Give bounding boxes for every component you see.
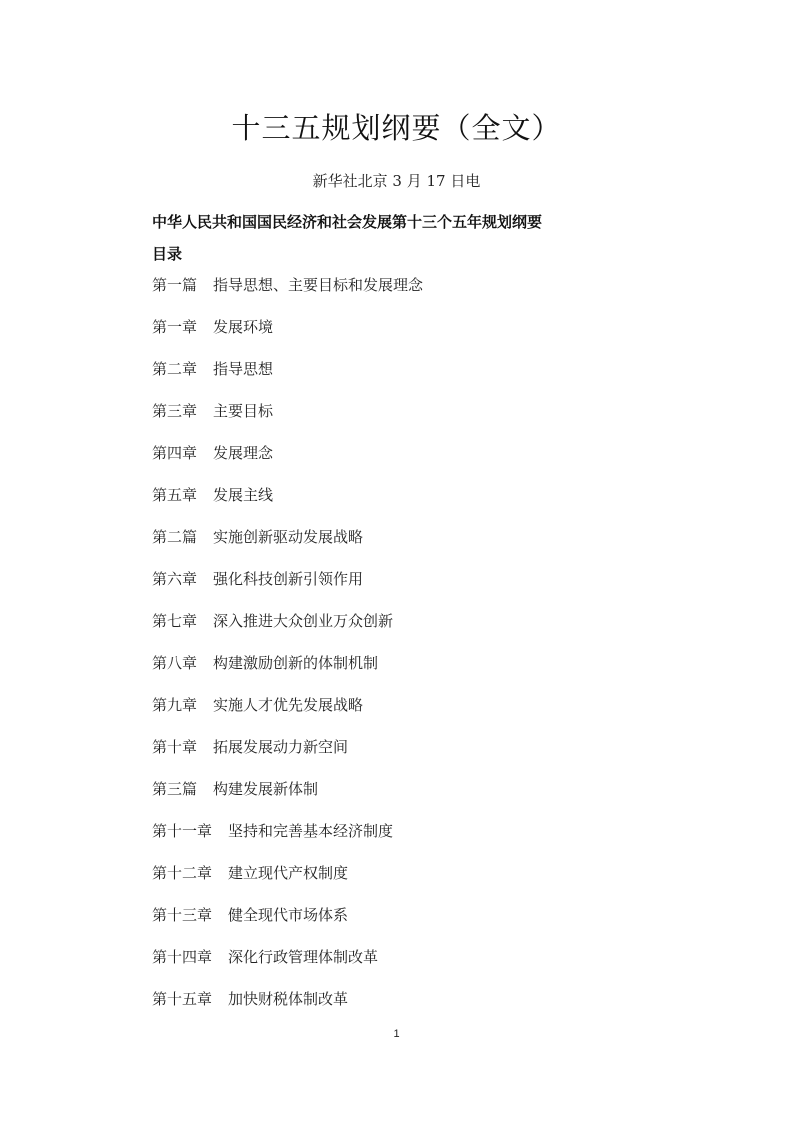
toc-entry-number: 第一篇 <box>152 276 198 294</box>
toc-entry <box>152 400 712 442</box>
toc-entry <box>152 904 712 946</box>
toc-entry <box>152 778 712 820</box>
toc-entry <box>152 946 712 988</box>
toc-entry-number: 第三篇 <box>152 780 198 798</box>
toc-entry-number: 第十四章 <box>152 948 213 966</box>
toc-entry-number: 第五章 <box>152 486 198 504</box>
toc-entry <box>152 610 712 652</box>
toc-entry <box>152 568 712 610</box>
document-subtitle: 中华人民共和国国民经济和社会发展第十三个五年规划纲要 <box>152 213 543 231</box>
toc-entry <box>152 820 712 862</box>
toc-entry <box>152 988 712 1030</box>
toc-entry-title: 构建激励创新的体制机制 <box>213 654 379 672</box>
toc-entry-title: 加快财税体制改革 <box>228 990 349 1008</box>
toc-entry-number: 第六章 <box>152 570 198 588</box>
toc-entry <box>152 442 712 484</box>
dateline: 新华社北京 3 月 17 日电 <box>312 172 481 190</box>
toc-entry-title: 健全现代市场体系 <box>228 906 349 924</box>
toc-entry-title: 发展环境 <box>213 318 274 336</box>
toc-entry-title: 发展理念 <box>213 444 274 462</box>
toc-entry-number: 第二篇 <box>152 528 198 546</box>
toc-entry-title: 深入推进大众创业万众创新 <box>213 612 394 630</box>
toc-entry-number: 第十三章 <box>152 906 213 924</box>
toc-entry <box>152 274 712 316</box>
toc-entry-title: 建立现代产权制度 <box>228 864 349 882</box>
toc-entry-number: 第九章 <box>152 696 198 714</box>
toc-entry-number: 第十二章 <box>152 864 213 882</box>
toc-entry-title: 主要目标 <box>213 402 274 420</box>
toc-entry-number: 第十一章 <box>152 822 213 840</box>
page-number: 1 <box>393 1028 400 1040</box>
toc-entry-number: 第十章 <box>152 738 198 756</box>
toc-entry <box>152 316 712 358</box>
toc-entry-number: 第一章 <box>152 318 198 336</box>
toc-entry <box>152 358 712 400</box>
toc-entry <box>152 526 712 568</box>
toc-entry-number: 第四章 <box>152 444 198 462</box>
toc-entry <box>152 694 712 736</box>
toc-entry-title: 指导思想 <box>213 360 274 378</box>
table-of-contents <box>152 274 712 1030</box>
toc-entry-number: 第十五章 <box>152 990 213 1008</box>
toc-entry-title: 指导思想、主要目标和发展理念 <box>213 276 424 294</box>
toc-entry-title: 实施创新驱动发展战略 <box>213 528 364 546</box>
toc-entry <box>152 652 712 694</box>
toc-entry-number: 第三章 <box>152 402 198 420</box>
toc-entry <box>152 862 712 904</box>
toc-entry-number: 第八章 <box>152 654 198 672</box>
toc-entry-title: 实施人才优先发展战略 <box>213 696 364 714</box>
document-title: 十三五规划纲要（全文） <box>231 111 562 145</box>
toc-entry-number: 第七章 <box>152 612 198 630</box>
toc-entry-title: 发展主线 <box>213 486 274 504</box>
toc-entry-title: 构建发展新体制 <box>213 780 319 798</box>
toc-entry <box>152 484 712 526</box>
toc-entry-title: 强化科技创新引领作用 <box>213 570 364 588</box>
toc-entry-title: 拓展发展动力新空间 <box>213 738 349 756</box>
toc-entry-title: 深化行政管理体制改革 <box>228 948 379 966</box>
toc-entry <box>152 736 712 778</box>
toc-heading: 目录 <box>152 245 183 263</box>
toc-entry-title: 坚持和完善基本经济制度 <box>228 822 394 840</box>
toc-entry-number: 第二章 <box>152 360 198 378</box>
